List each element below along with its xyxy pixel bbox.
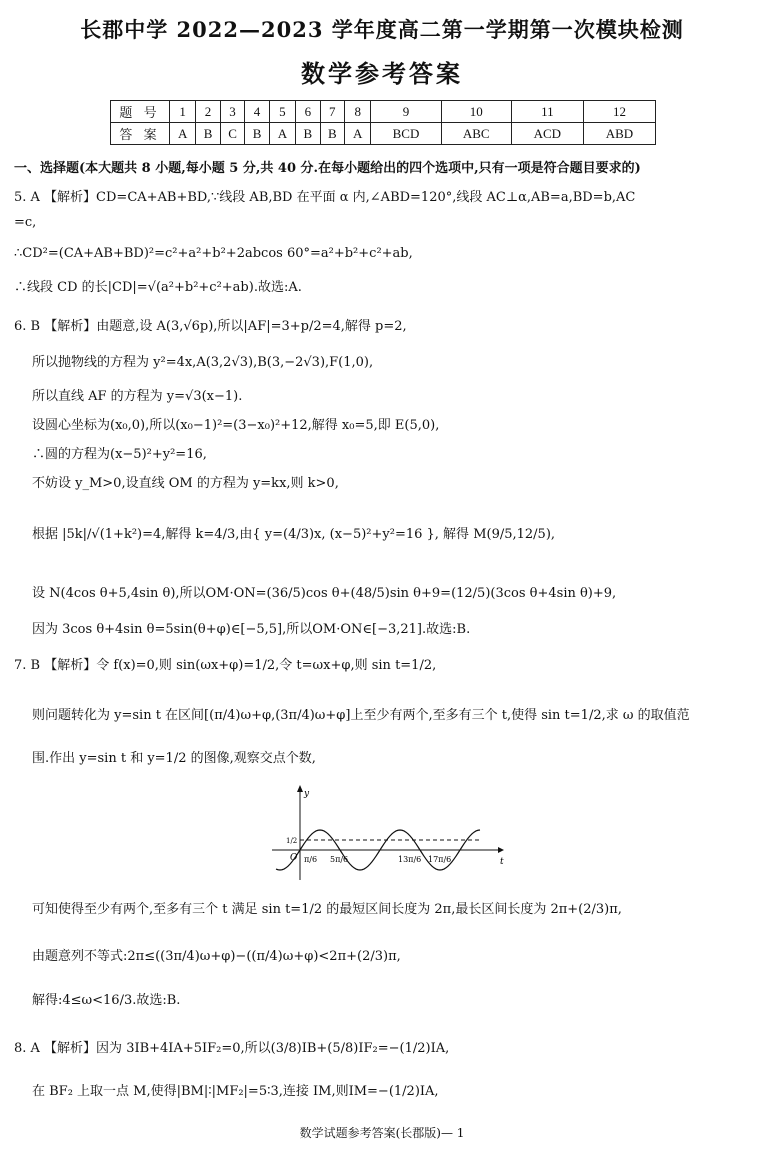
table-row	[111, 123, 656, 145]
solution-line: =c,	[14, 215, 37, 230]
solution-line: 由题意列不等式:2π≤((3π/4)ω+φ)−((π/4)ω+φ)<2π+(2/3)π,	[32, 949, 401, 964]
solution-line: 不妨设 y_M>0,设直线 OM 的方程为 y=kx,则 k>0,	[32, 476, 339, 491]
origin-label: O	[290, 853, 298, 863]
table-cell: B	[245, 123, 269, 145]
table-cell: 8	[345, 101, 371, 123]
solution-line: 则问题转化为 y=sin t 在区间[(π/4)ω+φ,(3π/4)ω+φ]上至少有两个,至多有三个 t,使得 sin t=1/2,求 ω 的取值范	[32, 708, 690, 723]
solution-line: ∴线段 CD 的长|CD|=√(a²+b²+c²+ab).故选:A.	[14, 280, 302, 295]
table-cell: 2	[196, 101, 220, 123]
table-cell: 6	[296, 101, 320, 123]
y-axis-label: y	[304, 789, 310, 799]
t-tick-label: 5π/6	[330, 855, 349, 864]
table-cell: A	[170, 123, 196, 145]
solution-line: 5. A 【解析】CD=CA+AB+BD,∵线段 AB,BD 在平面 α 内,∠ABD=120°,线段 AC⊥α,AB=a,BD=b,AC	[14, 190, 636, 205]
table-cell: ABD	[583, 123, 655, 145]
solution-line: 8. A 【解析】因为 3IB+4IA+5IF₂=0,所以(3/8)IB+(5/8)IF₂=−(1/2)IA,	[14, 1041, 450, 1056]
table-cell: 4	[245, 101, 269, 123]
table-row	[111, 101, 656, 123]
y-axis-arrow	[297, 785, 303, 792]
solution-line: 在 BF₂ 上取一点 M,使得|BM|∶|MF₂|=5∶3,连接 IM,则IM=−(1/2)IA,	[32, 1084, 439, 1099]
solution-line: 因为 3cos θ+4sin θ=5sin(θ+φ)∈[−5,5],所以OM·ON∈[−3,21].故选:B.	[32, 622, 471, 637]
table-cell: A	[269, 123, 295, 145]
solution-line: 围.作出 y=sin t 和 y=1/2 的图像,观察交点个数,	[32, 751, 316, 766]
solution-line: ∴CD²=(CA+AB+BD)²=c²+a²+b²+2abcos 60°=a²+b²+c²+ab,	[14, 246, 413, 261]
table-cell: BCD	[371, 123, 441, 145]
answer-table	[110, 100, 656, 145]
solution-line: ∴圆的方程为(x−5)²+y²=16,	[32, 447, 207, 462]
table-cell: B	[296, 123, 320, 145]
section-heading: 一、选择题(本大题共 8 小题,每小题 5 分,共 40 分.在每小题给出的四个选项中,只有一项是符合题目要求的)	[14, 161, 641, 176]
t-axis-label: t	[500, 857, 504, 867]
solution-line: 根据 |5k|/√(1+k²)=4,解得 k=4/3,由{ y=(4/3)x, (x−5)²+y²=16 }, 解得 M(9/5,12/5),	[32, 527, 556, 542]
solution-line: 可知使得至少有两个,至多有三个 t 满足 sin t=1/2 的最短区间长度为 2π,最长区间长度为 2π+(2/3)π,	[32, 902, 622, 917]
table-cell: 7	[320, 101, 344, 123]
table-cell: ACD	[511, 123, 583, 145]
solution-line: 设圆心坐标为(x₀,0),所以(x₀−1)²=(3−x₀)²+12,解得 x₀=5,即 E(5,0),	[32, 418, 440, 433]
table-cell: B	[320, 123, 344, 145]
t-tick-label: 13π/6	[398, 855, 422, 864]
solution-line: 设 N(4cos θ+5,4sin θ),所以OM·ON=(36/5)cos θ+(48/5)sin θ+9=(12/5)(3cos θ+4sin θ)+9,	[32, 586, 617, 601]
table-cell: 1	[170, 101, 196, 123]
table-cell: ABC	[441, 123, 511, 145]
table-cell: B	[196, 123, 220, 145]
solution-line: 所以抛物线的方程为 y²=4x,A(3,2√3),B(3,−2√3),F(1,0),	[32, 355, 374, 370]
table-header-answer: 答 案	[111, 123, 170, 145]
solution-line: 解得:4≤ω<16/3.故选:B.	[32, 993, 181, 1008]
document-subtitle: 数学参考答案	[301, 59, 463, 88]
page-footer: 数学试题参考答案(长郡版)— 1	[299, 1126, 465, 1140]
solution-line: 6. B 【解析】由题意,设 A(3,√6p),所以|AF|=3+p/2=4,解得 p=2,	[14, 319, 407, 334]
t-axis-arrow	[498, 847, 504, 853]
table-cell: 10	[441, 101, 511, 123]
y-tick-label: 1/2	[286, 837, 298, 845]
document-title: 长郡中学 2022—2023 学年度高二第一学期第一次模块检测	[80, 17, 684, 42]
table-header-number: 题 号	[111, 101, 170, 123]
table-cell: C	[220, 123, 244, 145]
table-cell: 9	[371, 101, 441, 123]
t-tick-label: 17π/6	[428, 855, 452, 864]
table-cell: 3	[220, 101, 244, 123]
solution-line: 7. B 【解析】令 f(x)=0,则 sin(ωx+φ)=1/2,令 t=ωx+φ,则 sin t=1/2,	[14, 658, 437, 673]
table-cell: 5	[269, 101, 295, 123]
sine-graph-figure	[268, 782, 508, 884]
table-cell: A	[345, 123, 371, 145]
t-tick-label: π/6	[304, 855, 318, 864]
table-cell: 12	[583, 101, 655, 123]
table-cell: 11	[511, 101, 583, 123]
solution-line: 所以直线 AF 的方程为 y=√3(x−1).	[32, 389, 243, 404]
